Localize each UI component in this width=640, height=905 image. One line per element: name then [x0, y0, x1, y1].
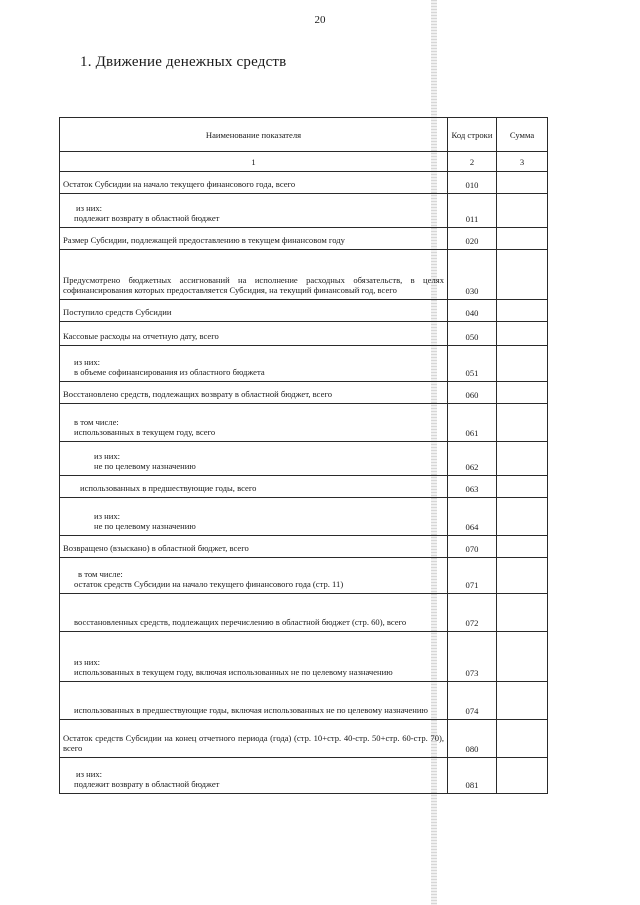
row-text: в объеме софинансирования из областного бюджета [74, 367, 265, 377]
row-code: 063 [448, 476, 497, 498]
row-code: 073 [448, 632, 497, 682]
row-text: Размер Субсидии, подлежащей предоставлению в текущем финансовом году [63, 235, 345, 245]
row-code: 011 [448, 194, 497, 228]
row-code: 070 [448, 536, 497, 558]
table-row [60, 194, 548, 228]
row-name [60, 536, 448, 558]
row-amount-cell [497, 194, 548, 228]
table-row [60, 536, 548, 558]
row-text: не по целевому назначению [94, 521, 196, 531]
column-number-row [60, 152, 548, 172]
row-code: 080 [448, 720, 497, 758]
row-text: использованных в предшествующие годы, всего [80, 483, 257, 493]
row-name [60, 300, 448, 322]
row-name [60, 404, 448, 442]
table-row [60, 558, 548, 594]
table-row [60, 442, 548, 476]
row-prefix: из них: [94, 511, 121, 521]
row-text: использованных в предшествующие годы, включая использованных не по целевому назначению [74, 705, 428, 715]
row-text: Остаток средств Субсидии на конец отчетного периода (года) (стр. 10+стр. 40-стр. 50+стр. 60-стр. 70), всего [63, 733, 444, 753]
row-name [60, 442, 448, 476]
row-text: использованных в текущем году, всего [74, 427, 216, 437]
row-prefix: в том числе: [78, 569, 123, 579]
row-amount-cell [497, 682, 548, 720]
row-amount-cell [497, 346, 548, 382]
header-amount: Сумма [497, 118, 548, 152]
column-number-1: 1 [60, 152, 448, 172]
row-name [60, 382, 448, 404]
header-indicator-name: Наименование показателя [60, 118, 448, 152]
row-amount-cell [497, 558, 548, 594]
column-number-2: 2 [448, 152, 497, 172]
row-amount-cell [497, 632, 548, 682]
row-amount-cell [497, 382, 548, 404]
table-header-row [60, 118, 548, 152]
row-amount-cell [497, 172, 548, 194]
row-name [60, 228, 448, 250]
row-code: 071 [448, 558, 497, 594]
row-code: 060 [448, 382, 497, 404]
row-amount-cell [497, 300, 548, 322]
row-text: Кассовые расходы на отчетную дату, всего [63, 331, 219, 341]
row-amount-cell [497, 442, 548, 476]
row-code: 062 [448, 442, 497, 476]
row-name [60, 682, 448, 720]
table-row [60, 632, 548, 682]
row-prefix: из них: [76, 203, 103, 213]
row-code: 061 [448, 404, 497, 442]
row-name [60, 558, 448, 594]
table-row [60, 382, 548, 404]
row-prefix: из них: [74, 357, 101, 367]
table-row [60, 720, 548, 758]
row-text: Восстановлено средств, подлежащих возврату в областной бюджет, всего [63, 389, 333, 399]
table-row [60, 228, 548, 250]
table-row [60, 404, 548, 442]
page-number: 20 [314, 14, 326, 26]
row-text: остаток средств Субсидии на начало текущего финансового года (стр. 11) [74, 579, 344, 589]
column-number-3: 3 [497, 152, 548, 172]
row-name [60, 498, 448, 536]
row-text: Предусмотрено бюджетных ассигнований на исполнение расходных обязательств, в целях софинансирования которых предоставляется Субсидия, на текущий финансовый год, всего [63, 275, 444, 295]
row-name [60, 250, 448, 300]
table-row [60, 322, 548, 346]
row-amount-cell [497, 250, 548, 300]
row-text: Поступило средств Субсидии [63, 307, 172, 317]
row-prefix: из них: [76, 769, 103, 779]
row-code: 064 [448, 498, 497, 536]
section-title: 1. Движение денежных средств [80, 54, 287, 70]
row-text: подлежит возврату в областной бюджет [74, 213, 220, 223]
table-row [60, 758, 548, 794]
row-amount-cell [497, 476, 548, 498]
table-row [60, 682, 548, 720]
table-row [60, 346, 548, 382]
row-name [60, 758, 448, 794]
table-row [60, 172, 548, 194]
row-amount-cell [497, 758, 548, 794]
table-row [60, 300, 548, 322]
row-code: 010 [448, 172, 497, 194]
row-code: 040 [448, 300, 497, 322]
row-text: Возвращено (взыскано) в областной бюджет, всего [63, 543, 249, 553]
row-text: использованных в текущем году, включая использованных не по целевому назначению [74, 667, 393, 677]
row-code: 020 [448, 228, 497, 250]
row-text: восстановленных средств, подлежащих перечислению в областной бюджет (стр. 60), всего [74, 617, 407, 627]
row-amount-cell [497, 498, 548, 536]
row-prefix: в том числе: [74, 417, 119, 427]
header-line-code: Код строки [448, 118, 497, 152]
row-text: подлежит возврату в областной бюджет [74, 779, 220, 789]
row-name [60, 476, 448, 498]
row-name [60, 346, 448, 382]
row-name [60, 172, 448, 194]
row-amount-cell [497, 228, 548, 250]
row-name [60, 594, 448, 632]
row-code: 050 [448, 322, 497, 346]
row-code: 030 [448, 250, 497, 300]
row-amount-cell [497, 322, 548, 346]
table-row [60, 594, 548, 632]
row-code: 051 [448, 346, 497, 382]
row-amount-cell [497, 594, 548, 632]
row-name [60, 720, 448, 758]
row-text: Остаток Субсидии на начало текущего финансового года, всего [63, 179, 296, 189]
row-amount-cell [497, 404, 548, 442]
row-code: 081 [448, 758, 497, 794]
row-name [60, 194, 448, 228]
row-prefix: из них: [74, 657, 101, 667]
row-text: не по целевому назначению [94, 461, 196, 471]
cash-flow-table [59, 117, 548, 794]
row-code: 072 [448, 594, 497, 632]
table-row [60, 250, 548, 300]
row-amount-cell [497, 720, 548, 758]
row-name [60, 632, 448, 682]
row-name [60, 322, 448, 346]
table-row [60, 498, 548, 536]
row-prefix: из них: [94, 451, 121, 461]
row-amount-cell [497, 536, 548, 558]
table-row [60, 476, 548, 498]
row-code: 074 [448, 682, 497, 720]
